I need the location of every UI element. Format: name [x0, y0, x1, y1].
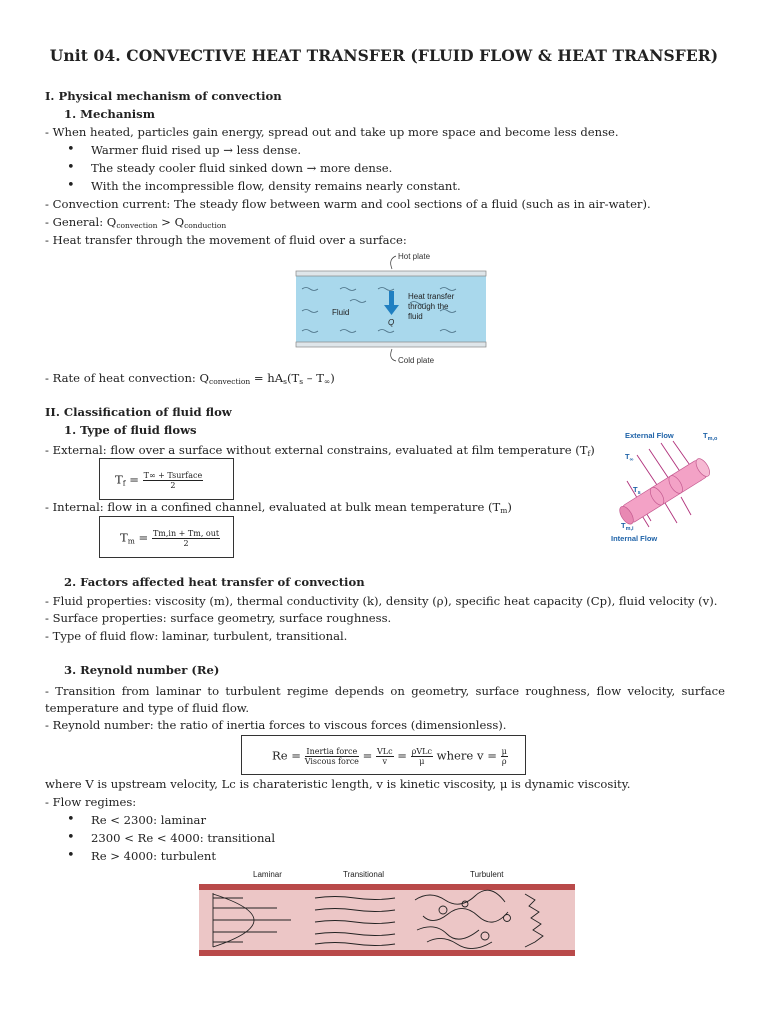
- external-flow-line: - External: flow over a surface without external constrains, evaluated at film temperature $(T_f)$: [45, 443, 595, 458]
- regime-item: • 2300 < Re < 4000: transitional: [91, 831, 275, 845]
- subheading-factors: 2. Factors affected heat transfer of convection: [64, 575, 365, 589]
- reynolds-definition: - Reynold number: the ratio of inertia forces to viscous forces (dimensionless).: [45, 718, 507, 732]
- internal-flow-line: - Internal: flow in a confined channel, evaluated at bulk mean temperature $(T_m)$: [45, 500, 512, 515]
- bullet-item: • With the incompressible flow, density remains nearly constant.: [91, 179, 461, 193]
- subheading-mechanism: 1. Mechanism: [64, 107, 155, 121]
- internal-flow-label: Internal Flow: [611, 534, 658, 543]
- section-heading-2: II. Classification of fluid flow: [45, 405, 232, 419]
- tmo-label: $T_{m,o}$: [703, 431, 718, 442]
- flow-regimes-heading: - Flow regimes:: [45, 795, 137, 809]
- bulk-temperature-equation: $T_m$ = $\frac{\text{Tm,in + Tm, out}}{2}$: [99, 516, 234, 558]
- convection-plates-figure: [280, 249, 490, 369]
- external-flow-label: External Flow: [625, 431, 674, 440]
- film-temperature-equation: $T_f$ = $\frac{\text{T∞ + Tsurface}}{2}$: [99, 458, 234, 500]
- subheading-flow-types: 1. Type of fluid flows: [64, 423, 197, 437]
- text-line: - When heated, particles gain energy, spread out and take up more space and become less dense.: [45, 125, 619, 139]
- reynolds-equation: Re = $\frac{\text{Inertia force}}{\text{Viscous force}}$ = $\frac{\text{VLc}}{v}$ = $\frac{\text{ρVLc}}{\mu}$ where v = $\frac{\mu}{\rho}$: [241, 735, 526, 775]
- heat-transfer-label: through the: [408, 302, 449, 311]
- page-title: Unit 04. CONVECTIVE HEAT TRANSFER (FLUID FLOW & HEAT TRANSFER): [49, 46, 719, 65]
- tinf-label: $T_\infty$: [625, 452, 634, 463]
- ts-label: $T_s$: [633, 485, 641, 496]
- subheading-reynolds: 3. Reynold number (Re): [64, 663, 220, 677]
- transitional-label: Transitional: [343, 870, 385, 879]
- factor-line: - Fluid properties: viscosity (m), thermal conductivity (k), density (ρ), specific heat capacity (Cp), fluid velocity (v).: [45, 594, 718, 608]
- reynolds-paragraph: - Transition from laminar to turbulent regime depends on geometry, surface roughness, flow velocity, surface temperature and type of fluid flow.: [45, 684, 725, 715]
- bullet-item: • Warmer fluid rised up → less dense.: [91, 143, 301, 157]
- regime-item: • Re < 2300: laminar: [91, 813, 206, 827]
- hot-plate-label: Hot plate: [398, 252, 431, 261]
- where-line: where V is upstream velocity, Lc is charateristic length, v is kinetic viscosity, μ is dynamic viscosity.: [45, 777, 631, 791]
- fluid-label: Fluid: [332, 308, 350, 317]
- cold-plate-label: Cold plate: [398, 356, 435, 365]
- heat-transfer-label: Heat transfer: [408, 292, 455, 301]
- heat-transfer-label: fluid: [408, 312, 423, 321]
- turbulent-label: Turbulent: [470, 870, 504, 879]
- text-line: - Convection current: The steady flow between warm and cool sections of a fluid (such as in air-water).: [45, 197, 651, 211]
- section-heading-1: I. Physical mechanism of convection: [45, 89, 282, 103]
- regime-item: • Re > 4000: turbulent: [91, 849, 216, 863]
- bullet-item: • The steady cooler fluid sinked down → more dense.: [91, 161, 392, 175]
- q-label: Q: [388, 318, 395, 327]
- tmi-label: $T_{m,i}$: [621, 521, 634, 532]
- pipe-flow-figure: [605, 425, 730, 550]
- general-line: - General: $Q_{convection} > Q_{conduction}$: [45, 215, 227, 230]
- flow-regimes-figure: [195, 866, 580, 962]
- rate-of-convection-line: - Rate of heat convection: $Q_{convection} = hA_s(T_s - T_\infty)$: [45, 371, 335, 386]
- factor-line: - Surface properties: surface geometry, surface roughness.: [45, 611, 392, 625]
- factor-line: - Type of fluid flow: laminar, turbulent, transitional.: [45, 629, 348, 643]
- laminar-label: Laminar: [253, 870, 282, 879]
- text-line: - Heat transfer through the movement of fluid over a surface:: [45, 233, 407, 247]
